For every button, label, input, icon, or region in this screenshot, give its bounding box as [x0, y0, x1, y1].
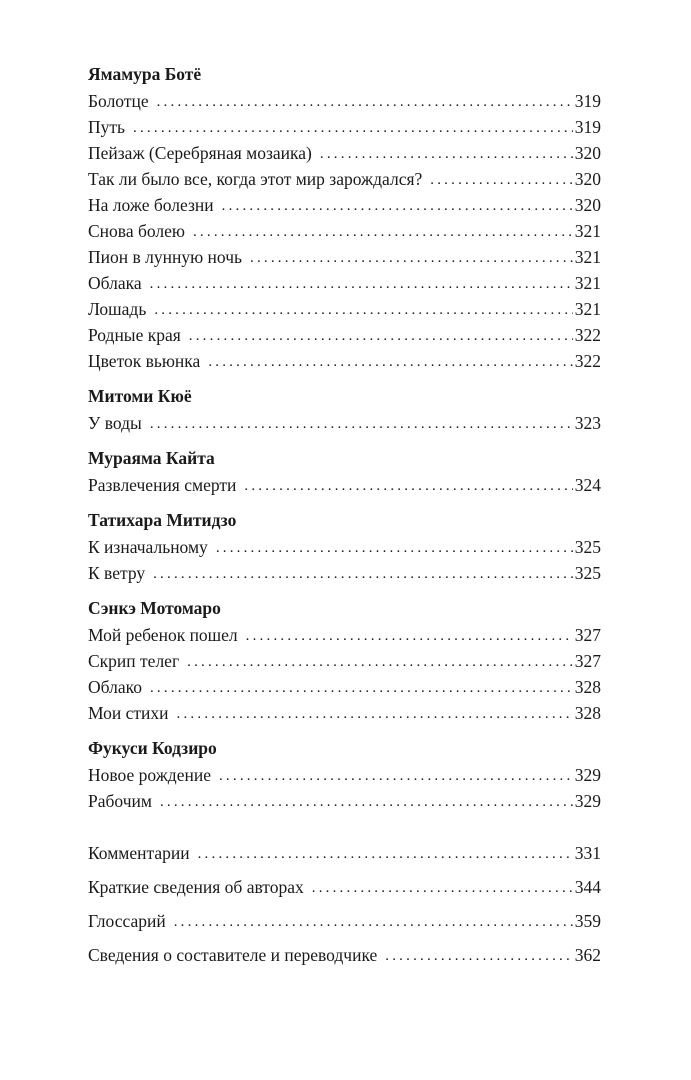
entry-page-number: 327 [574, 651, 601, 671]
entry-title: Краткие сведения об авторах [88, 877, 304, 897]
entry-page-number: 320 [574, 169, 601, 189]
toc-entry [88, 410, 601, 436]
entry-page-number: 359 [574, 911, 601, 931]
dot-leader [385, 939, 572, 973]
entry-page-number: 321 [574, 221, 601, 241]
entry-page-number: 320 [574, 195, 601, 215]
entry-title: Путь [88, 117, 126, 137]
toc-entry [88, 870, 601, 904]
dot-leader [160, 789, 573, 815]
dot-leader [246, 623, 573, 649]
entry-title: Снова болею [88, 221, 185, 241]
toc-entry [88, 114, 601, 140]
dot-leader [430, 167, 572, 193]
dot-leader [312, 871, 573, 905]
entry-title: Новое рождение [88, 765, 211, 785]
entry-page-number: 321 [574, 273, 601, 293]
author-group [88, 374, 601, 436]
author-heading: Фукуси Кодзиро [88, 738, 217, 758]
toc-entry [88, 348, 601, 374]
dot-leader [222, 193, 573, 219]
entry-page-number: 322 [574, 351, 601, 371]
entry-page-number: 328 [574, 703, 601, 723]
author-heading: Мураяма Кайта [88, 448, 215, 468]
toc-entry [88, 296, 601, 322]
entry-title: Сведения о составителе и переводчике [88, 945, 378, 965]
entry-title: К ветру [88, 563, 146, 583]
entry-title: Мои стихи [88, 703, 169, 723]
entry-title: Рабочим [88, 791, 152, 811]
toc-entry [88, 622, 601, 648]
author-group [88, 586, 601, 726]
entry-page-number: 325 [574, 563, 601, 583]
author-heading: Сэнкэ Мотомаро [88, 598, 221, 618]
toc-entry [88, 322, 601, 348]
toc-entry [88, 218, 601, 244]
table-of-contents [88, 60, 601, 972]
group-gap [88, 726, 601, 734]
dot-leader [320, 141, 573, 167]
entry-title: Болотце [88, 91, 149, 111]
toc-entry [88, 938, 601, 972]
entry-page-number: 328 [574, 677, 601, 697]
entry-page-number: 323 [574, 413, 601, 433]
dot-leader [216, 535, 573, 561]
toc-entry [88, 700, 601, 726]
author-groups [88, 60, 601, 814]
dot-leader [250, 245, 573, 271]
toc-entry [88, 140, 601, 166]
dot-leader [154, 297, 572, 323]
entry-page-number: 319 [574, 117, 601, 137]
entry-page-number: 319 [574, 91, 601, 111]
toc-entry [88, 270, 601, 296]
dot-leader [133, 115, 573, 141]
toc-entry [88, 534, 601, 560]
entry-title: Облака [88, 273, 142, 293]
entry-page-number: 325 [574, 537, 601, 557]
toc-entry [88, 836, 601, 870]
entry-title: Родные края [88, 325, 181, 345]
entry-title: Цветок вьюнка [88, 351, 201, 371]
entry-title: Облако [88, 677, 142, 697]
entry-page-number: 329 [574, 791, 601, 811]
author-heading: Татихара Митидзо [88, 510, 237, 530]
author-group [88, 60, 601, 374]
author-heading: Ямамура Ботё [88, 64, 202, 84]
entry-page-number: 344 [574, 877, 601, 897]
entry-page-number: 321 [574, 299, 601, 319]
entry-page-number: 322 [574, 325, 601, 345]
toc-entry [88, 788, 601, 814]
appendix-list [88, 836, 601, 972]
entry-title: На ложе болезни [88, 195, 214, 215]
toc-entry [88, 472, 601, 498]
toc-entry [88, 648, 601, 674]
entry-title: Скрип телег [88, 651, 180, 671]
toc-entry [88, 762, 601, 788]
entry-title: Пион в лунную ночь [88, 247, 242, 267]
dot-leader [177, 701, 573, 727]
entry-page-number: 331 [574, 843, 601, 863]
toc-entry [88, 166, 601, 192]
entry-title: Лошадь [88, 299, 147, 319]
entry-page-number: 321 [574, 247, 601, 267]
entry-title: У воды [88, 413, 142, 433]
dot-leader [198, 837, 573, 871]
entry-page-number: 362 [574, 945, 601, 965]
entry-page-number: 329 [574, 765, 601, 785]
toc-entry [88, 88, 601, 114]
entry-title: К изначальному [88, 537, 208, 557]
author-group [88, 498, 601, 586]
toc-entry [88, 244, 601, 270]
dot-leader [208, 349, 572, 375]
entry-title: Пейзаж (Серебряная мозаика) [88, 143, 312, 163]
entry-title: Мой ребенок пошел [88, 625, 238, 645]
dot-leader [244, 473, 572, 499]
section-gap [88, 814, 601, 836]
group-gap [88, 586, 601, 594]
author-heading: Митоми Кюё [88, 386, 192, 406]
author-group [88, 436, 601, 498]
entry-title: Комментарии [88, 843, 190, 863]
toc-entry [88, 192, 601, 218]
entry-page-number: 320 [574, 143, 601, 163]
dot-leader [150, 675, 573, 701]
dot-leader [189, 323, 573, 349]
toc-entry [88, 560, 601, 586]
toc-entry [88, 904, 601, 938]
dot-leader [174, 905, 573, 939]
dot-leader [150, 271, 573, 297]
entry-title: Так ли было все, когда этот мир зарождался? [88, 169, 423, 189]
entry-title: Глоссарий [88, 911, 166, 931]
dot-leader [187, 649, 573, 675]
author-group [88, 726, 601, 814]
dot-leader [150, 411, 573, 437]
group-gap [88, 374, 601, 382]
dot-leader [219, 763, 573, 789]
entry-page-number: 324 [574, 475, 601, 495]
entry-title: Развлечения смерти [88, 475, 237, 495]
dot-leader [157, 89, 573, 115]
group-gap [88, 436, 601, 444]
dot-leader [153, 561, 573, 587]
entry-page-number: 327 [574, 625, 601, 645]
toc-entry [88, 674, 601, 700]
dot-leader [193, 219, 573, 245]
group-gap [88, 498, 601, 506]
